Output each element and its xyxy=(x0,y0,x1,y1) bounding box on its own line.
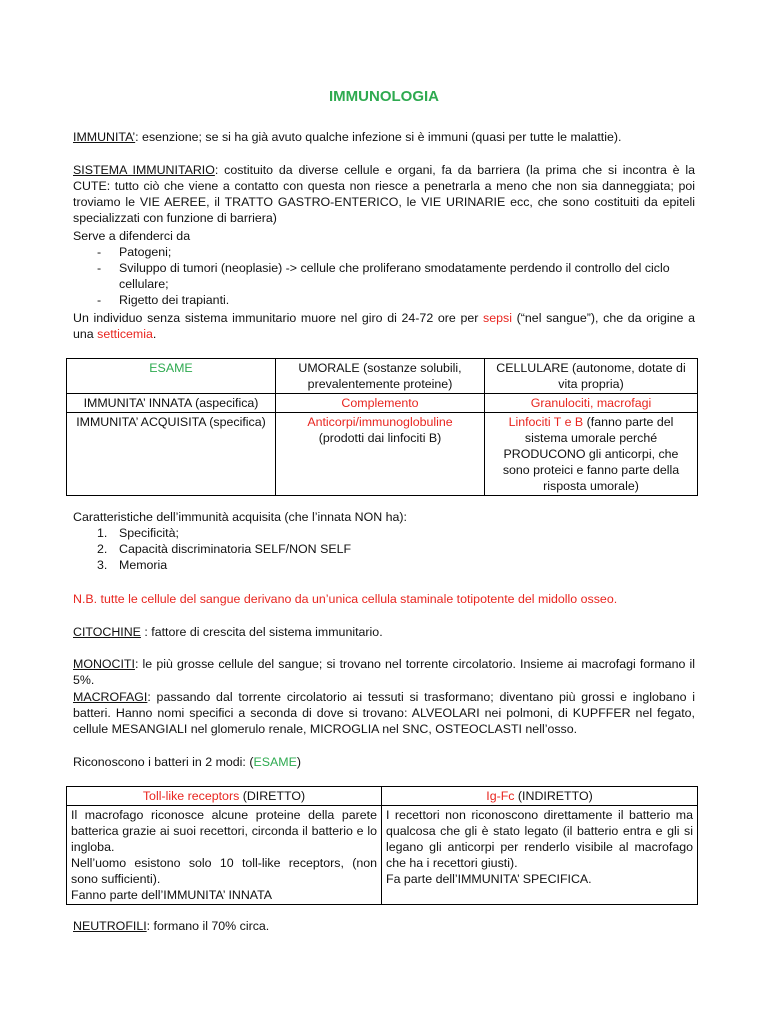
riconoscono-end: ) xyxy=(296,755,301,769)
table-row xyxy=(67,787,698,806)
caratteristiche-intro: Caratteristiche dell’immunità acquisita (che l’innata NON ha): xyxy=(73,510,407,524)
list-item: - Sviluppo di tumori (neoplasie) -> cellule che proliferano smodatamente perdendo il controllo del ciclo cellulare; xyxy=(73,260,695,292)
ig-fc-term: Ig-Fc xyxy=(486,789,515,803)
list-item xyxy=(73,541,695,557)
neutrofili-paragraph xyxy=(73,918,695,934)
citochine-term: CITOCHINE xyxy=(73,625,141,639)
macrofagi-term: MACROFAGI xyxy=(73,690,148,704)
cell-paragraph: Il macrofago riconosce alcune proteine della parete batterica grazie ai suoi recettori, circonda il batterio e lo ingloba. xyxy=(71,808,377,854)
linfociti-text: Linfociti T e B xyxy=(508,415,584,429)
list-number: 1. xyxy=(97,526,108,540)
neutrofili-text: : formano il 70% circa. xyxy=(146,919,270,933)
list-item: - Rigetto dei trapianti. xyxy=(73,292,695,308)
monociti-text: : le più grosse cellule del sangue; si trovano nel torrente circolatorio. Insieme ai macrofagi formano il 5%. xyxy=(73,657,695,687)
toll-like-term: Toll-like receptors xyxy=(142,789,240,803)
citochine-paragraph xyxy=(73,624,695,640)
macrofagi-text: : passando dal torrente circolatorio ai tessuti si trasformano; diventano più grossi e inglobano i batteri. Hanno nomi specifici a seconda di dove si trovano: ALVEOLARI nei polmoni, di KUPFFER nel fegato, cellule MESANGIALI nel glomerulo renale, MICROGLIA nel SNC, OSTEOCLASTI nell’osso. xyxy=(73,690,695,736)
list-number: 3. xyxy=(97,558,108,572)
table-cell xyxy=(276,413,485,496)
sepsi-text-after: (“nel sangue”), che da origine a una xyxy=(73,311,695,341)
list-text: Specificità; xyxy=(119,526,179,540)
monociti-paragraph xyxy=(73,656,695,688)
table-row xyxy=(67,394,698,413)
list-number: 2. xyxy=(97,542,108,556)
list-text: Memoria xyxy=(119,558,168,572)
table-row xyxy=(67,806,698,905)
monociti-term: MONOCITI xyxy=(73,657,135,671)
cell-paragraph: I recettori non riconoscono direttamente il batterio ma qualcosa che gli è stato legato (il batterio entra e gli si legano gli anticorpi per renderlo visibile al macrofago che ha i recettori giusti). xyxy=(386,808,693,870)
list-item xyxy=(73,525,695,541)
ig-fc-suffix: (INDIRETTO) xyxy=(514,789,593,803)
immunita-paragraph xyxy=(73,129,695,145)
toll-like-suffix: (DIRETTO) xyxy=(239,789,306,803)
nb-note: N.B. tutte le cellule del sangue derivano da un’unica cellula staminale totipotente del midollo osseo. xyxy=(73,592,618,606)
table-cell xyxy=(67,787,382,806)
sepsi-text-before: Un individuo senza sistema immunitario muore nel giro di 24-72 ore per xyxy=(73,311,484,325)
sepsi-paragraph xyxy=(73,310,695,342)
sepsi-word: sepsi xyxy=(483,311,512,325)
anticorpi-note: (prodotti dai linfociti B) xyxy=(318,431,442,445)
table-cell: UMORALE (sostanze solubili, prevalentemente proteine) xyxy=(276,359,485,394)
neutrofili-term: NEUTROFILI xyxy=(73,919,147,933)
page-title: IMMUNOLOGIA xyxy=(329,88,439,105)
sistema-paragraph xyxy=(73,162,695,226)
sistema-term: SISTEMA IMMUNITARIO xyxy=(73,163,215,177)
table-cell: IMMUNITA’ ACQUISITA (specifica) xyxy=(67,413,276,496)
cell-paragraph: Nell’uomo esistono solo 10 toll-like receptors, (non sono sufficienti). xyxy=(71,856,377,886)
immunita-text: : esenzione; se si ha già avuto qualche infezione si è immuni (quasi per tutte le malattie). xyxy=(135,130,622,144)
riconoscimento-table xyxy=(66,786,698,905)
table-cell xyxy=(382,806,698,905)
table-cell: Complemento xyxy=(276,394,485,413)
table-cell xyxy=(485,413,698,496)
macrofagi-paragraph xyxy=(73,689,695,737)
cell-paragraph: Fa parte dell’IMMUNITA’ SPECIFICA. xyxy=(386,872,592,886)
riconoscono-line xyxy=(73,754,695,770)
serve-line: Serve a difenderci da xyxy=(73,229,191,243)
table-row xyxy=(67,359,698,394)
citochine-text: : fattore di crescita del sistema immunitario. xyxy=(140,625,383,639)
immunita-term: IMMUNITA’ xyxy=(73,130,136,144)
table-cell: CELLULARE (autonome, dotate di vita propria) xyxy=(485,359,698,394)
table-cell xyxy=(67,806,382,905)
esame-word: ESAME xyxy=(253,755,297,769)
table-cell: IMMUNITA’ INNATA (aspecifica) xyxy=(67,394,276,413)
list-item xyxy=(73,557,695,573)
riconoscono-text: Riconoscono i batteri in 2 modi: ( xyxy=(73,755,254,769)
caratteristiche-list xyxy=(73,525,695,573)
table-row xyxy=(67,413,698,496)
sistema-text: : costituito da diverse cellule e organi, fa da barriera (la prima che si incontra è la CUTE: tutto ciò che viene a contatto con questa non riesce a penetrarla a meno che non sia danneggiata; poi troviamo le VIE AEREE, il TRATTO GASTRO-ENTERICO, le VIE URINARIE ecc, che sono costituiti da epiteli specializzati con funzione di barriera) xyxy=(73,163,696,225)
table-cell: Granulociti, macrofagi xyxy=(485,394,698,413)
table-cell xyxy=(382,787,698,806)
cell-paragraph: Fanno parte dell’IMMUNITA’ INNATA xyxy=(71,888,273,902)
list-text: Capacità discriminatoria SELF/NON SELF xyxy=(119,542,352,556)
list-item: - Patogeni; xyxy=(73,244,695,260)
difese-list xyxy=(73,244,695,308)
setticemia-end: . xyxy=(152,327,157,341)
anticorpi-text: Anticorpi/immunoglobuline xyxy=(307,415,453,429)
table-cell: ESAME xyxy=(67,359,276,394)
linfociti-note: (fanno parte del sistema umorale perché PRODUCONO gli anticorpi, che sono proteici e fanno parte della risposta umorale) xyxy=(502,415,680,493)
setticemia-word: setticemia xyxy=(97,327,153,341)
immunita-table xyxy=(66,358,698,496)
